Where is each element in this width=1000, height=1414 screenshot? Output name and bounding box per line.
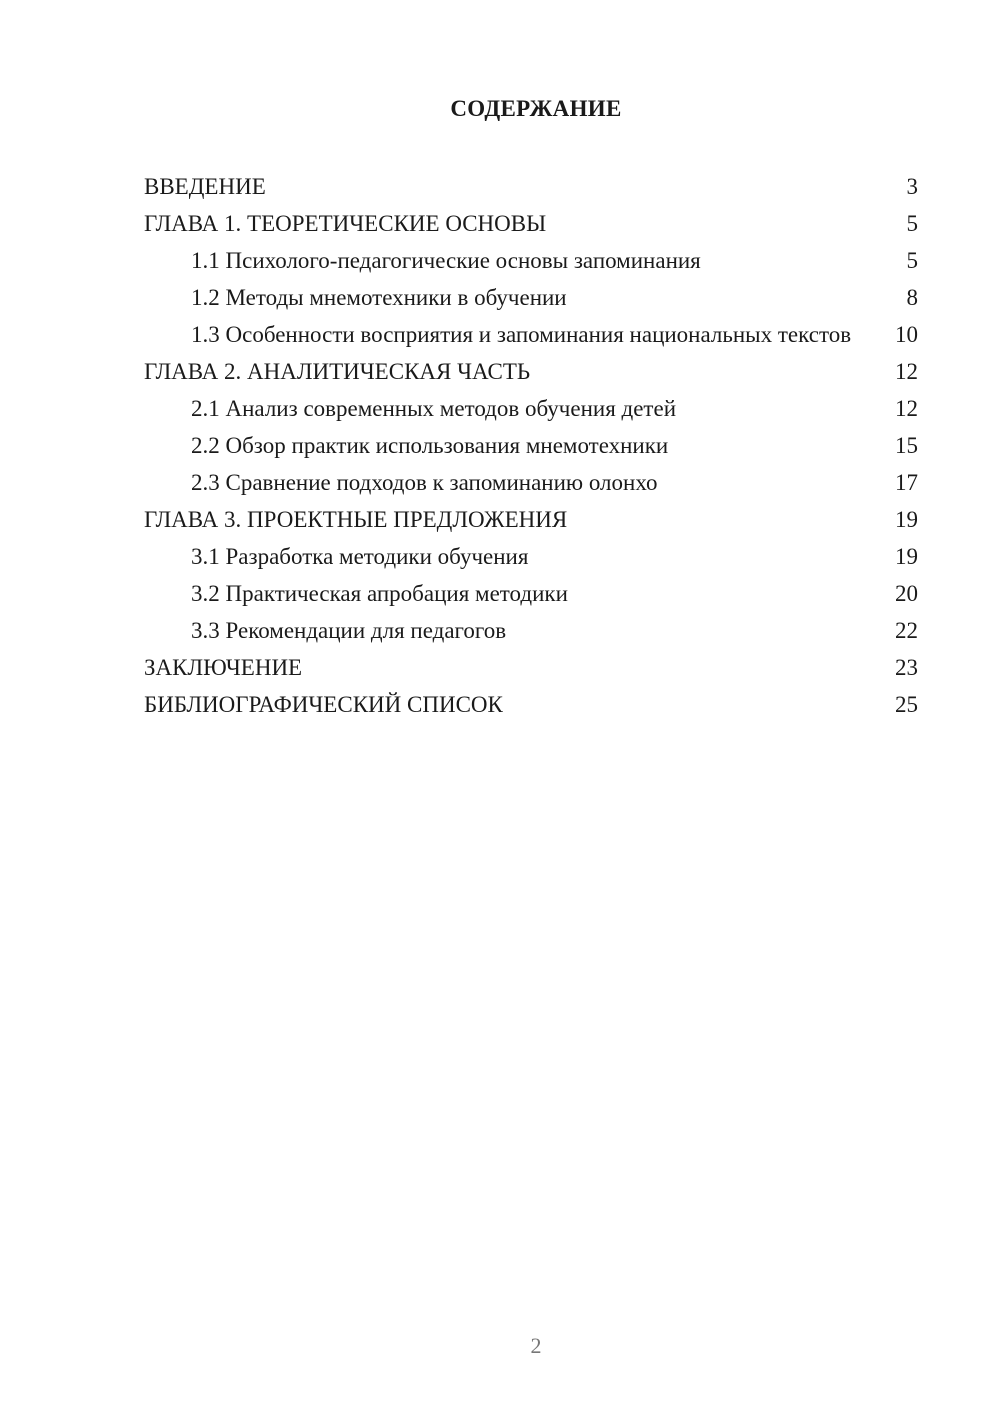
toc-entry (144, 686, 918, 723)
toc-entry-label: 2.2 Обзор практик использования мнемотехники (191, 433, 669, 458)
toc-entry (144, 464, 918, 501)
toc-entry-label: 3.2 Практическая апробация методики (191, 581, 568, 606)
toc-entry-page: 15 (895, 433, 918, 458)
toc-entry (144, 427, 918, 464)
toc-entry-page: 5 (906, 211, 918, 236)
toc-entry-label: 1.2 Методы мнемотехники в обучении (191, 285, 567, 310)
toc-entry-label: ГЛАВА 2. АНАЛИТИЧЕСКАЯ ЧАСТЬ (144, 359, 531, 384)
toc-entry-page: 19 (895, 507, 918, 532)
toc-entry-page: 12 (895, 396, 918, 421)
toc-entry (144, 538, 918, 575)
toc-entry-label: 1.1 Психолого-педагогические основы запоминания (191, 248, 701, 273)
toc-entry-page: 3 (906, 174, 918, 199)
toc-entry-page: 8 (906, 285, 918, 310)
toc-entry-page: 20 (895, 581, 918, 606)
toc-entry-label: 1.3 Особенности восприятия и запоминания национальных текстов (191, 322, 852, 347)
toc-entry (144, 168, 918, 205)
toc-entry-page: 17 (895, 470, 918, 495)
table-of-contents (144, 168, 918, 723)
toc-entry-label: ВВЕДЕНИЕ (144, 174, 266, 199)
toc-entry-label: ГЛАВА 3. ПРОЕКТНЫЕ ПРЕДЛОЖЕНИЯ (144, 507, 568, 532)
toc-entry-label: 3.3 Рекомендации для педагогов (191, 618, 507, 643)
toc-entry-page: 12 (895, 359, 918, 384)
toc-entry-label: БИБЛИОГРАФИЧЕСКИЙ СПИСОК (144, 692, 503, 717)
toc-entry (144, 353, 918, 390)
page-number: 2 (530, 1333, 542, 1358)
toc-entry (144, 316, 918, 353)
toc-entry (144, 612, 918, 649)
toc-entry-label: ЗАКЛЮЧЕНИЕ (144, 655, 303, 680)
toc-entry (144, 205, 918, 242)
toc-entry-page: 10 (895, 322, 918, 347)
toc-entry-label: 2.3 Сравнение подходов к запоминанию олонхо (191, 470, 658, 495)
toc-entry (144, 390, 918, 427)
toc-entry (144, 279, 918, 316)
toc-entry (144, 649, 918, 686)
toc-entry-label: ГЛАВА 1. ТЕОРЕТИЧЕСКИЕ ОСНОВЫ (144, 211, 547, 236)
toc-entry (144, 501, 918, 538)
page-title: СОДЕРЖАНИЕ (450, 96, 622, 121)
toc-entry-label: 2.1 Анализ современных методов обучения детей (191, 396, 676, 421)
toc-entry-label: 3.1 Разработка методики обучения (191, 544, 529, 569)
toc-entry-page: 25 (895, 692, 918, 717)
toc-entry-page: 5 (906, 248, 918, 273)
toc-entry-page: 19 (895, 544, 918, 569)
toc-entry (144, 242, 918, 279)
toc-entry (144, 575, 918, 612)
toc-entry-page: 22 (895, 618, 918, 643)
toc-entry-page: 23 (895, 655, 918, 680)
